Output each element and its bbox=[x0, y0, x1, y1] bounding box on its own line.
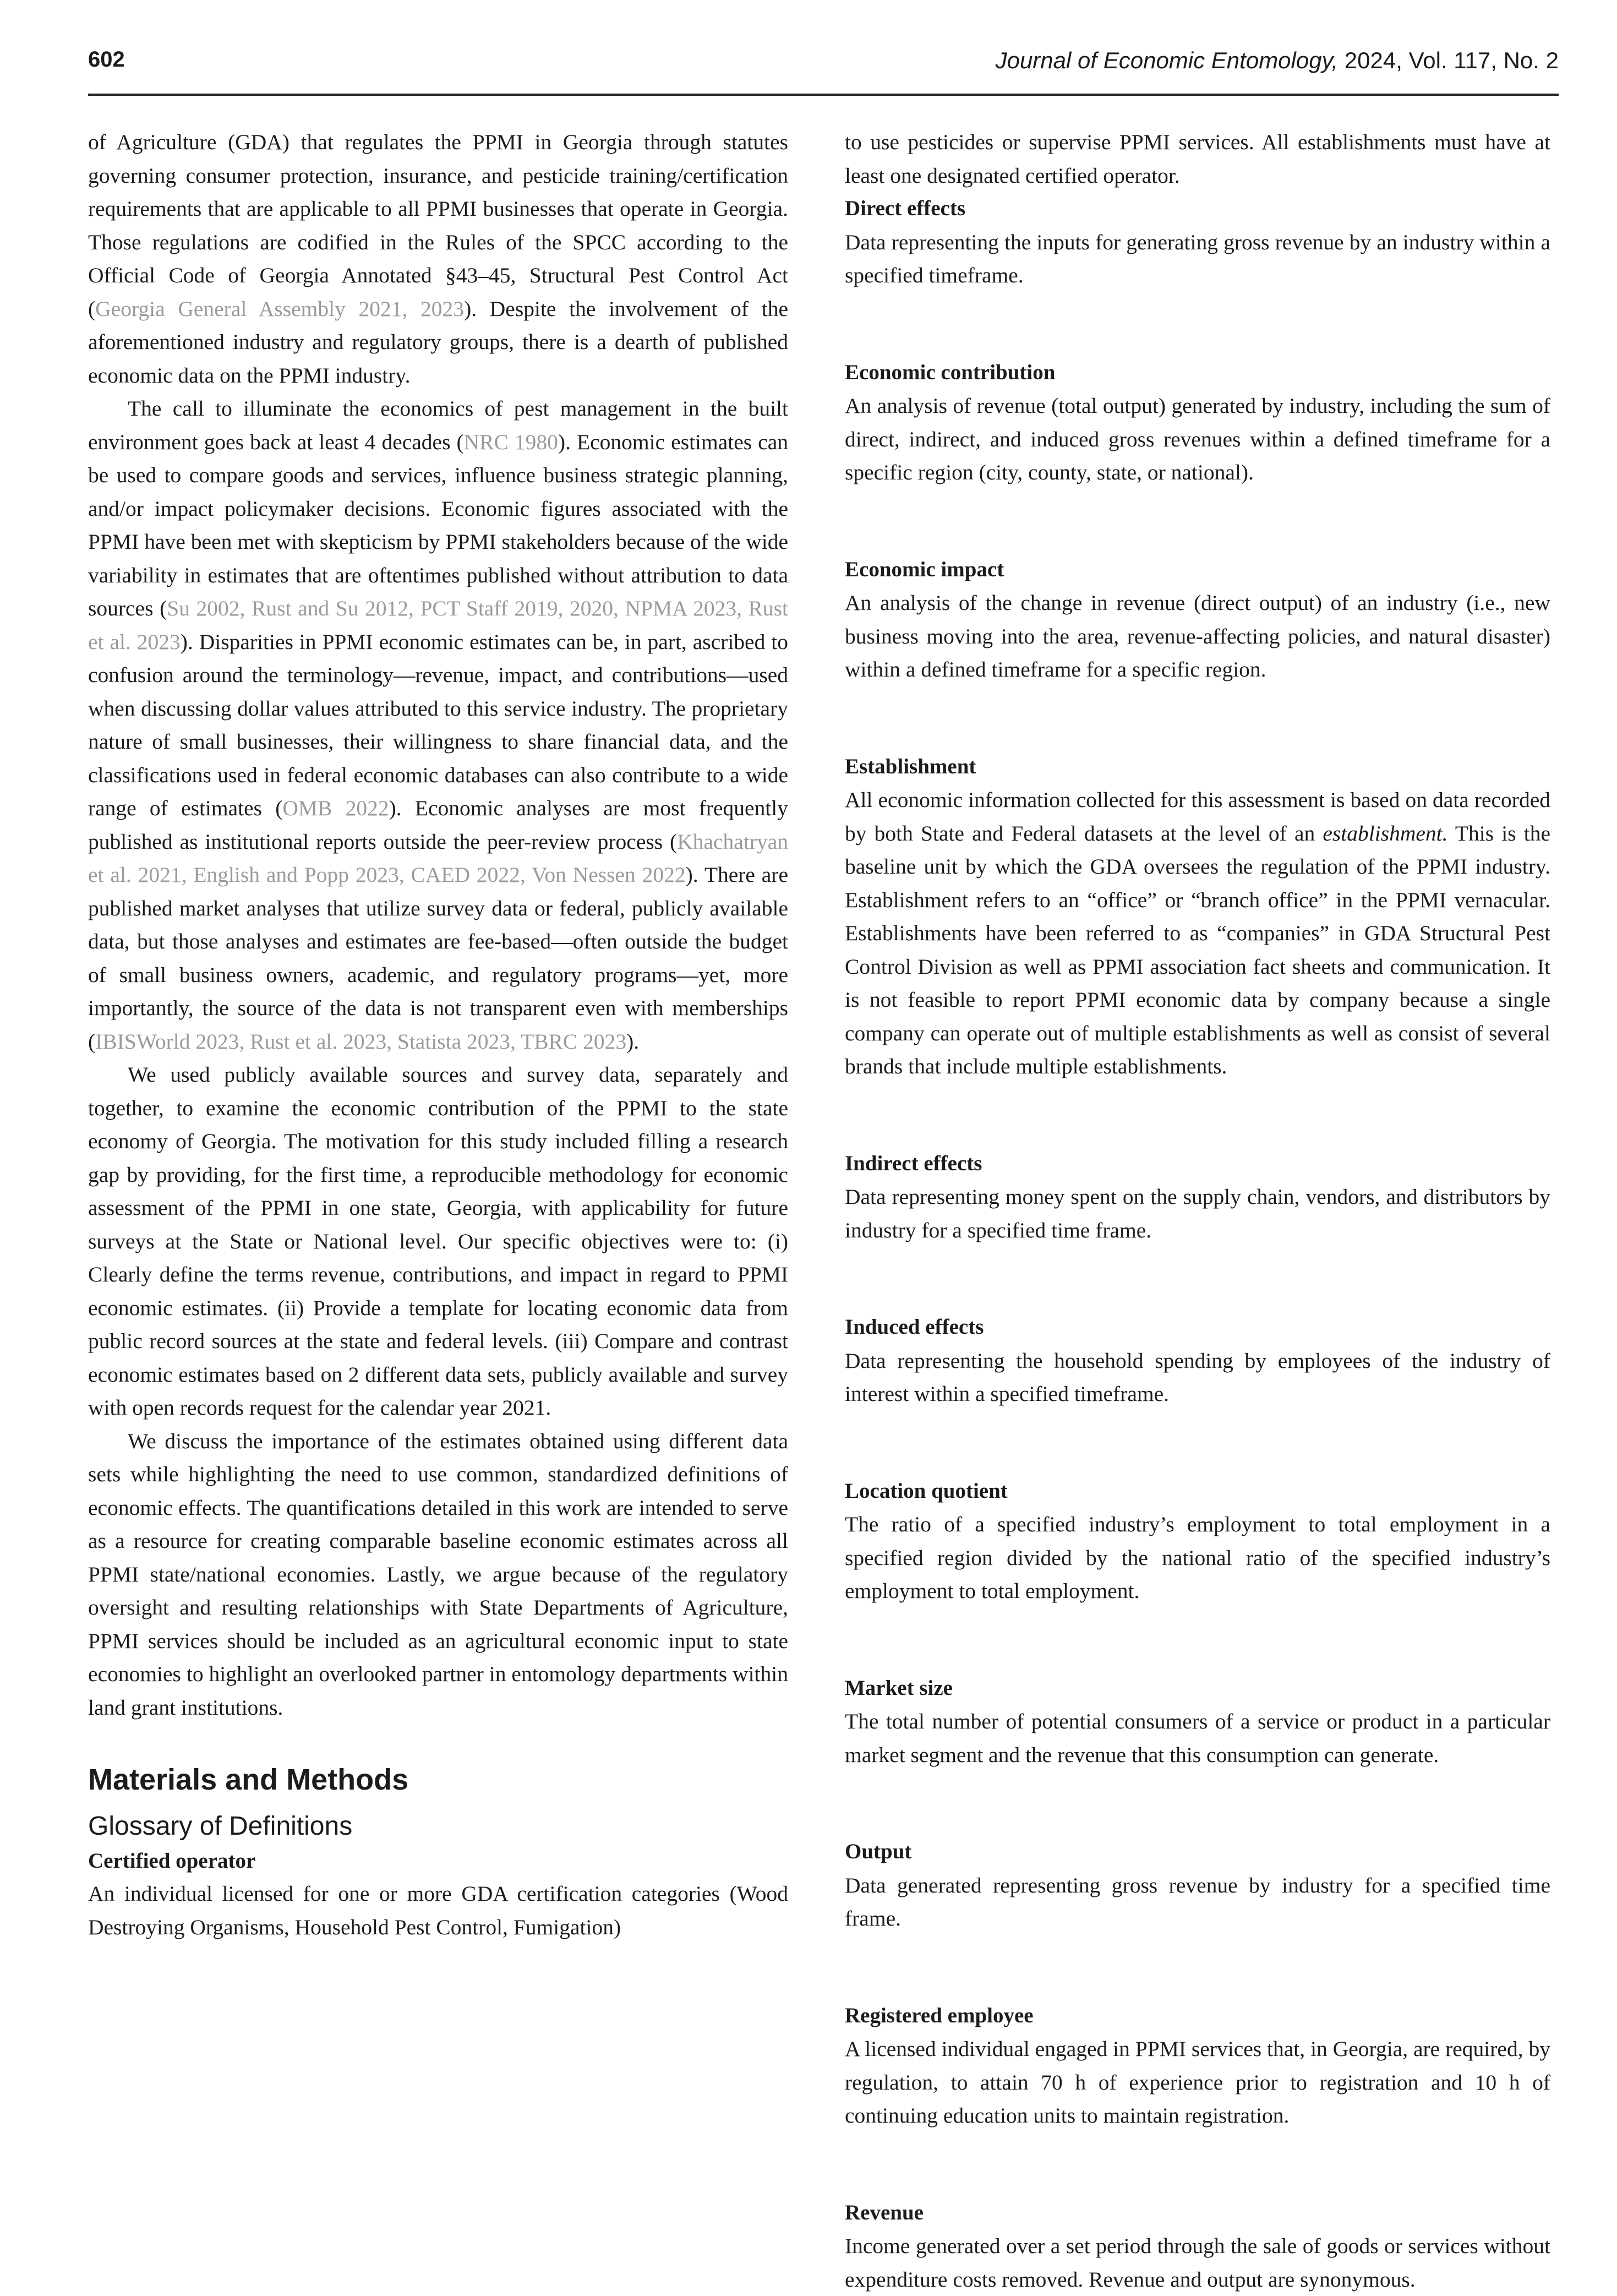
citation-link[interactable]: OMB 2022 bbox=[282, 796, 389, 820]
glossary-definition: Data representing money spent on the supply chain, vendors, and distributors by industry for a specified time frame. bbox=[845, 1180, 1550, 1247]
glossary-term: Output bbox=[845, 1835, 1550, 1869]
glossary-definition: An analysis of revenue (total output) generated by industry, including the sum of direct, indirect, and induced gross revenues within a defined timeframe for a specific region (city, county, state, or national). bbox=[845, 389, 1550, 489]
citation-link[interactable]: Su 2002, Rust and Su 2012, PCT Staff 2019, 2020, NPMA 2023, Rust et al. 2023 bbox=[88, 596, 788, 654]
citation-link[interactable]: IBISWorld 2023, Rust et al. 2023, Statista 2023, TBRC 2023 bbox=[95, 1029, 626, 1054]
text-run: ). Economic estimates can be used to compare goods and services, influence business strategic planning, and/or impact policymaker decisions. Economic figures associated with the PPMI have been met with skepticism by PPMI stakeholders because of the wide variability in estimates that are oftentimes published without attribution to data sources ( bbox=[88, 430, 788, 621]
glossary-entry bbox=[845, 553, 1550, 686]
left-column bbox=[88, 126, 788, 1944]
glossary-term: Registered employee bbox=[845, 1999, 1550, 2033]
paragraph: We used publicly available sources and survey data, separately and together, to examine the economic contribution of the PPMI to the state economy of Georgia. The motivation for this study included filling a research gap by providing, for the first time, a reproducible methodology for economic assessment of the PPMI in one state, Georgia, with applicability for future surveys at the State or National level. Our specific objectives were to: (i) Clearly define the terms revenue, contributions, and impact in regard to PPMI economic estimates. (ii) Provide a template for locating economic data from public record sources at the state and federal levels. (iii) Compare and contrast economic estimates based on 2 different data sets, publicly available and survey with open records request for the calendar year 2021. bbox=[88, 1058, 788, 1425]
glossary-entry bbox=[845, 1147, 1550, 1247]
text-run: The call to illuminate the economics of pest management in the built environment goes back at least 4 decades ( bbox=[88, 396, 788, 454]
header-divider bbox=[88, 94, 1559, 96]
journal-name: Journal of Economic Entomology, bbox=[996, 47, 1339, 73]
glossary-term: Economic impact bbox=[845, 553, 1550, 587]
glossary-entry bbox=[845, 1475, 1550, 1608]
glossary-term: Certified operator bbox=[88, 1845, 788, 1877]
glossary-term: Location quotient bbox=[845, 1475, 1550, 1508]
citation-link[interactable]: NRC 1980 bbox=[464, 430, 558, 454]
right-column bbox=[845, 126, 1550, 2296]
glossary-entry bbox=[845, 1835, 1550, 1935]
glossary-entry bbox=[845, 2196, 1550, 2296]
text-run: of Agriculture (GDA) that regulates the PPMI in Georgia through statutes governing consumer protection, insurance, and pesticide training/certification requirements that are applicable to all PPMI businesses that operate in Georgia. Those regulations are codified in the Rules of the SPCC according to the Official Code of Georgia Annotated §43–45, Structural Pest Control Act ( bbox=[88, 130, 788, 321]
page-number: 602 bbox=[88, 47, 125, 72]
glossary-term: Indirect effects bbox=[845, 1147, 1550, 1181]
paragraph: We discuss the importance of the estimates obtained using different data sets while highlighting the need to use common, standardized definitions of economic effects. The quantifications detailed in this work are intended to serve as a resource for creating comparable baseline economic estimates across all PPMI state/national economies. Lastly, we argue because of the regulatory oversight and resulting relationships with State Departments of Agriculture, PPMI services should be included as an agricultural economic input to state economies to highlight an overlooked partner in entomology departments within land grant institutions. bbox=[88, 1425, 788, 1725]
paragraph bbox=[88, 392, 788, 1058]
text-run: This is the baseline unit by which the GDA oversees the regulation of the PPMI industry. Establishment refers to an “office” or “branch office” in the PPMI vernacular. Establishments have been referred to as “companies” in GDA Structural Pest Control Division as well as PPMI association fact sheets and communication. It is not feasible to report PPMI economic data by company because a single company can operate out of multiple establishments as well as consist of several brands that include multiple establishments. bbox=[845, 821, 1550, 1079]
glossary-definition: A licensed individual engaged in PPMI services that, in Georgia, are required, by regulation, to attain 70 h of experience prior to registration and 10 h of continuing education units to maintain registration. bbox=[845, 2032, 1550, 2133]
volume-info: 2024, Vol. 117, No. 2 bbox=[1338, 47, 1559, 73]
glossary-definition: An analysis of the change in revenue (direct output) of an industry (i.e., new business moving into the area, revenue-affecting policies, and natural disaster) within a defined timeframe for a specific region. bbox=[845, 586, 1550, 686]
glossary-entry bbox=[845, 750, 1550, 1083]
glossary-term: Economic contribution bbox=[845, 356, 1550, 390]
glossary-entry bbox=[845, 356, 1550, 489]
glossary-entry bbox=[845, 1311, 1550, 1411]
glossary-entry bbox=[88, 1845, 788, 1944]
glossary-entry bbox=[845, 1672, 1550, 1772]
paragraph bbox=[88, 126, 788, 392]
text-run: ). Economic analyses are most frequently published as institutional reports outside the peer-review process ( bbox=[88, 796, 788, 854]
emphasis-text: establishment. bbox=[1323, 821, 1447, 846]
glossary-definition: Data representing the inputs for generating gross revenue by an industry within a specified timeframe. bbox=[845, 226, 1550, 292]
text-run: ). There are published market analyses that utilize survey data or federal, publicly available data, but those analyses and estimates are fee-based—often outside the budget of small business owners, academic, and regulatory programs—yet, more importantly, the source of the data is not transparent even with memberships ( bbox=[88, 863, 788, 1054]
glossary-definition: Data representing the household spending by employees of the industry of interest within a specified timeframe. bbox=[845, 1344, 1550, 1411]
glossary-term: Establishment bbox=[845, 750, 1550, 784]
glossary-definition: The ratio of a specified industry’s employment to total employment in a specified region divided by the national ratio of the specified industry’s employment to total employment. bbox=[845, 1508, 1550, 1608]
running-header bbox=[88, 33, 1559, 88]
text-run: ). Disparities in PPMI economic estimates can be, in part, ascribed to confusion around the terminology—revenue, impact, and contributions—used when discussing dollar values attributed to this service industry. The proprietary nature of small businesses, their willingness to share financial data, and the classifications used in federal economic databases can also contribute to a wide range of estimates ( bbox=[88, 630, 788, 821]
text-run: ). bbox=[626, 1029, 639, 1054]
citation-link[interactable]: Khachatryan et al. 2021, English and Popp 2023, CAED 2022, Von Nessen 2022 bbox=[88, 830, 788, 887]
glossary-term: Market size bbox=[845, 1672, 1550, 1705]
subsection-heading: Glossary of Definitions bbox=[88, 1809, 788, 1844]
journal-citation bbox=[996, 47, 1559, 74]
glossary-definition: An individual licensed for one or more GDA certification categories (Wood Destroying Organisms, Household Pest Control, Fumigation) bbox=[88, 1877, 788, 1944]
glossary-definition: The total number of potential consumers of a service or product in a particular market segment and the revenue that this consumption can generate. bbox=[845, 1705, 1550, 1771]
glossary-term: Induced effects bbox=[845, 1311, 1550, 1344]
text-run: ). Despite the involvement of the aforementioned industry and regulatory groups, there is a dearth of published economic data on the PPMI industry. bbox=[88, 297, 788, 388]
glossary-term: Direct effects bbox=[845, 192, 1550, 226]
glossary-entry bbox=[845, 1999, 1550, 2133]
glossary-definition: Data generated representing gross revenue by industry for a specified time frame. bbox=[845, 1869, 1550, 1935]
glossary-entry bbox=[845, 192, 1550, 292]
glossary-definition bbox=[845, 783, 1550, 1083]
text-run: All economic information collected for this assessment is based on data recorded by both State and Federal datasets at the level of an bbox=[845, 788, 1550, 846]
glossary-definition: Income generated over a set period through the sale of goods or services without expenditure costs removed. Revenue and output are synonymous. bbox=[845, 2229, 1550, 2296]
glossary-term: Revenue bbox=[845, 2196, 1550, 2230]
section-heading: Materials and Methods bbox=[88, 1760, 788, 1799]
citation-link[interactable]: Georgia General Assembly 2021, 2023 bbox=[95, 297, 464, 321]
glossary-continuation: to use pesticides or supervise PPMI services. All establishments must have at least one designated certified operator. bbox=[845, 126, 1550, 192]
